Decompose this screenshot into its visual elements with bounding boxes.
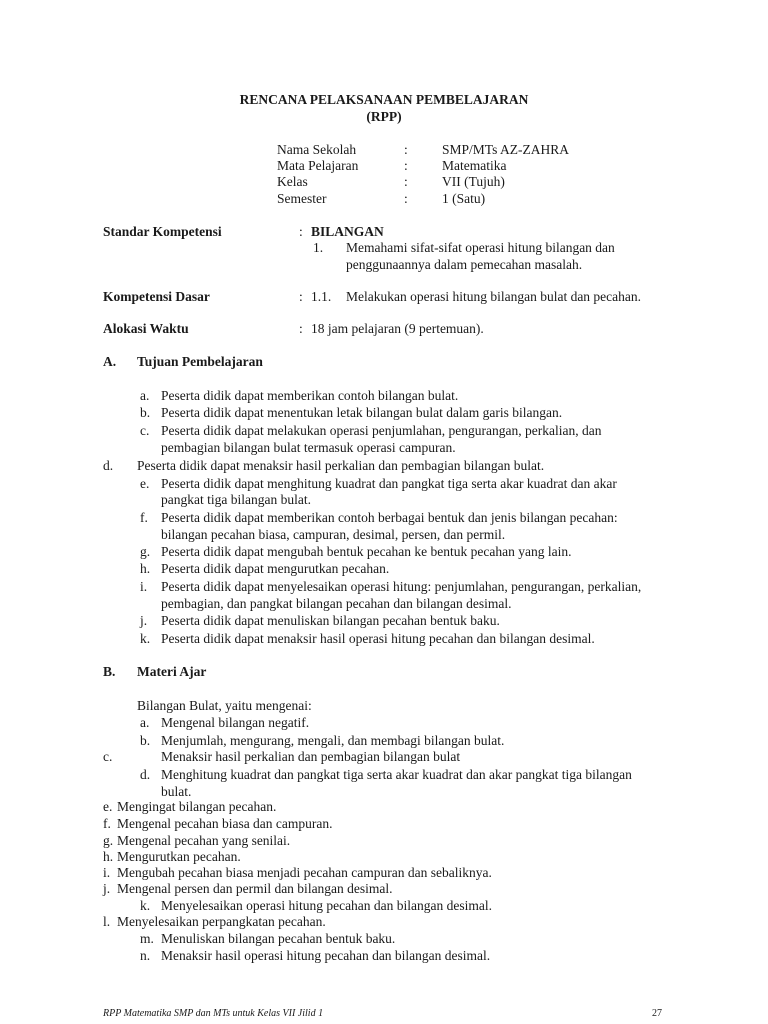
list-marker: b. xyxy=(140,405,151,420)
list-marker: a. xyxy=(140,715,150,730)
list-item: Menyelesaikan operasi hitung pecahan dan bilangan desimal. xyxy=(161,898,493,913)
alokasi-text: 18 jam pelajaran (9 pertemuan). xyxy=(311,321,484,336)
list-marker: k. xyxy=(140,631,151,646)
standar-label: Standar Kompetensi xyxy=(103,224,222,239)
list-marker: i. xyxy=(103,865,111,880)
list-item: Menghitung kuadrat dan pangkat tiga serta akar kuadrat dan akar pangkat tiga bilangan xyxy=(161,767,632,782)
standar-num: 1. xyxy=(313,240,324,255)
list-marker: h. xyxy=(140,561,151,576)
standar-text: Memahami sifat-sifat operasi hitung bilangan dan xyxy=(346,240,615,255)
list-item: Peserta didik dapat melakukan operasi penjumlahan, pengurangan, perkalian, dan xyxy=(161,423,602,438)
list-marker: j. xyxy=(140,613,148,628)
section-a-letter: A. xyxy=(103,354,117,369)
info-value: Matematika xyxy=(442,158,507,173)
list-marker: n. xyxy=(140,948,151,963)
list-marker: d. xyxy=(103,458,114,473)
list-marker: g. xyxy=(103,833,114,848)
list-item: bulat. xyxy=(161,784,192,799)
footer-text: RPP Matematika SMP dan MTs untuk Kelas VII Jilid 1 xyxy=(103,1008,324,1019)
info-sep: : xyxy=(404,191,408,206)
list-marker: f. xyxy=(103,816,111,831)
standar-heading: BILANGAN xyxy=(311,224,384,239)
list-item: Peserta didik dapat menghitung kuadrat dan pangkat tiga serta akar kuadrat dan akar xyxy=(161,476,617,491)
list-item: Menjumlah, mengurang, mengali, dan membagi bilangan bulat. xyxy=(161,733,505,748)
list-marker: a. xyxy=(140,388,150,403)
info-value: 1 (Satu) xyxy=(442,191,486,206)
list-item: Peserta didik dapat menyelesaikan operasi hitung: penjumlahan, pengurangan, perkalian, xyxy=(161,579,642,594)
list-item: Peserta didik dapat menuliskan bilangan pecahan bentuk baku. xyxy=(161,613,500,628)
standar-text: penggunaannya dalam pemecahan masalah. xyxy=(346,257,583,272)
list-marker: c. xyxy=(140,423,150,438)
list-marker: g. xyxy=(140,544,151,559)
list-item: Menaksir hasil operasi hitung pecahan dan bilangan desimal. xyxy=(161,948,491,963)
standar-sep: : xyxy=(299,224,303,239)
list-item: Peserta didik dapat menaksir hasil perkalian dan pembagian bilangan bulat. xyxy=(137,458,545,473)
list-marker: e. xyxy=(103,799,113,814)
section-b-title: Materi Ajar xyxy=(137,664,207,679)
list-marker: f. xyxy=(140,510,148,525)
list-item: Mengingat bilangan pecahan. xyxy=(117,799,277,814)
list-item: Peserta didik dapat memberikan contoh bilangan bulat. xyxy=(161,388,459,403)
list-item: Menyelesaikan perpangkatan pecahan. xyxy=(117,914,326,929)
document-subtitle: (RPP) xyxy=(366,109,402,124)
kompetensi-num: 1.1. xyxy=(311,289,332,304)
document-title: RENCANA PELAKSANAAN PEMBELAJARAN xyxy=(239,92,529,107)
list-item: Mengenal pecahan yang senilai. xyxy=(117,833,291,848)
list-item: bilangan pecahan biasa, campuran, desimal, persen, dan permil. xyxy=(161,527,506,542)
list-marker: h. xyxy=(103,849,114,864)
alokasi-sep: : xyxy=(299,321,303,336)
page-number: 27 xyxy=(652,1008,662,1019)
list-item: pembagian, dan pangkat bilangan pecahan dan bilangan desimal. xyxy=(161,596,512,611)
info-sep: : xyxy=(404,158,408,173)
info-value: VII (Tujuh) xyxy=(442,174,505,189)
info-sep: : xyxy=(404,174,408,189)
list-marker: i. xyxy=(140,579,148,594)
kompetensi-sep: : xyxy=(299,289,303,304)
info-label: Nama Sekolah xyxy=(277,142,357,157)
info-label: Semester xyxy=(277,191,327,206)
list-item: Mengurutkan pecahan. xyxy=(117,849,241,864)
info-label: Kelas xyxy=(277,174,308,189)
list-marker: c. xyxy=(103,749,113,764)
kompetensi-text: Melakukan operasi hitung bilangan bulat dan pecahan. xyxy=(346,289,642,304)
materi-intro: Bilangan Bulat, yaitu mengenai: xyxy=(137,698,312,713)
section-b-letter: B. xyxy=(103,664,116,679)
list-marker: l. xyxy=(103,914,111,929)
list-item: Peserta didik dapat memberikan contoh berbagai bentuk dan jenis bilangan pecahan: xyxy=(161,510,618,525)
list-item: Menaksir hasil perkalian dan pembagian bilangan bulat xyxy=(161,749,461,764)
info-value: SMP/MTs AZ-ZAHRA xyxy=(442,142,569,157)
info-sep: : xyxy=(404,142,408,157)
list-item: pembagian bilangan bulat termasuk operasi campuran. xyxy=(161,440,456,455)
kompetensi-label: Kompetensi Dasar xyxy=(103,289,210,304)
info-label: Mata Pelajaran xyxy=(277,158,359,173)
list-marker: m. xyxy=(140,931,154,946)
section-a-title: Tujuan Pembelajaran xyxy=(137,354,263,369)
list-item: Peserta didik dapat mengurutkan pecahan. xyxy=(161,561,390,576)
list-item: Peserta didik dapat menaksir hasil operasi hitung pecahan dan bilangan desimal. xyxy=(161,631,595,646)
list-item: Mengenal persen dan permil dan bilangan desimal. xyxy=(117,881,393,896)
list-item: Mengenal pecahan biasa dan campuran. xyxy=(117,816,333,831)
list-marker: d. xyxy=(140,767,151,782)
list-item: Mengubah pecahan biasa menjadi pecahan campuran dan sebaliknya. xyxy=(117,865,492,880)
list-marker: j. xyxy=(103,881,111,896)
list-item: Mengenal bilangan negatif. xyxy=(161,715,310,730)
list-marker: e. xyxy=(140,476,150,491)
list-marker: k. xyxy=(140,898,151,913)
list-item: Peserta didik dapat mengubah bentuk pecahan ke bentuk pecahan yang lain. xyxy=(161,544,572,559)
list-marker: b. xyxy=(140,733,151,748)
list-item: Peserta didik dapat menentukan letak bilangan bulat dalam garis bilangan. xyxy=(161,405,563,420)
list-item: pangkat tiga bilangan bulat. xyxy=(161,492,311,507)
list-item: Menuliskan bilangan pecahan bentuk baku. xyxy=(161,931,396,946)
alokasi-label: Alokasi Waktu xyxy=(103,321,189,336)
